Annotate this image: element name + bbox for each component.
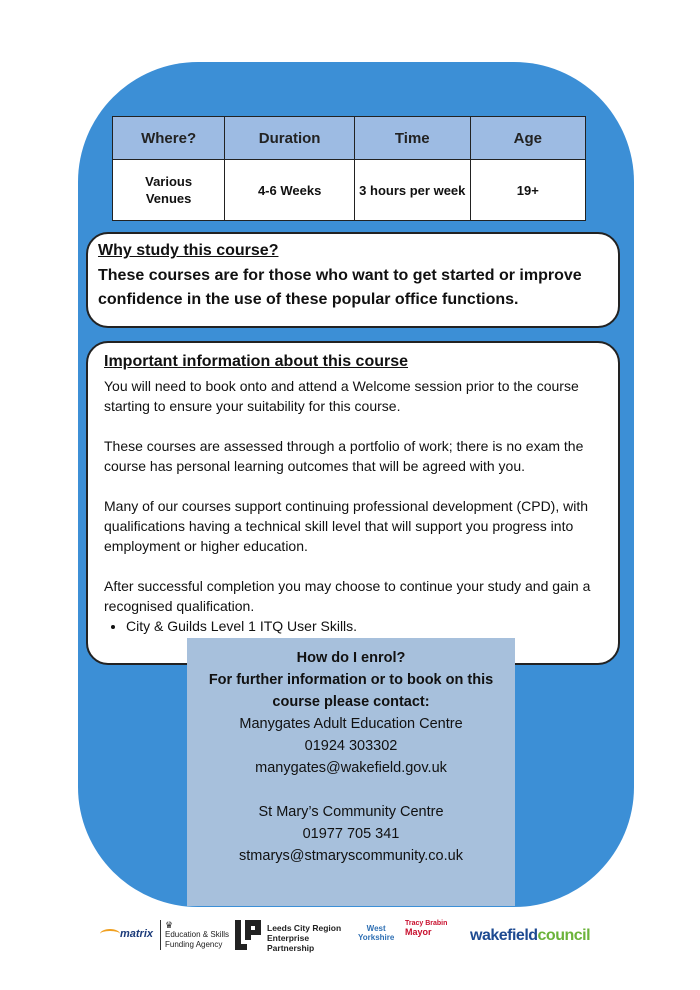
esfa-logo: [160, 920, 229, 950]
lep-line1: Leeds City Region: [267, 923, 342, 933]
matrix-logo-text: matrix: [120, 928, 154, 940]
venue2-name: St Mary’s Community Centre: [258, 804, 444, 820]
info-paragraph: After successful completion you may choose to continue your study and gain a recognised qualification.: [104, 578, 591, 614]
value-where: [113, 160, 225, 221]
matrix-logo: [100, 928, 153, 940]
info-paragraph: Many of our courses support continuing professional development (CPD), with qualifications having a technical skill level that will support you progress into employment or higher education.: [104, 498, 589, 554]
lep-line2: Enterprise: [267, 933, 310, 943]
venue1-email[interactable]: manygates@wakefield.gov.uk: [255, 760, 447, 776]
table-header-row: [113, 117, 586, 160]
important-info-title: Important information about this course: [104, 353, 409, 370]
header-age: Age: [470, 117, 585, 160]
venue1-phone: 01924 303302: [304, 738, 398, 754]
table-row: [113, 160, 586, 221]
header-duration: Duration: [225, 117, 355, 160]
wakefield-council-logo: [470, 927, 590, 945]
why-study-text: These courses are for those who want to get started or improve confidence in the use of these popular office functions.: [98, 267, 582, 308]
lep-line3: Partnership: [267, 943, 315, 953]
mayor-logo: [405, 920, 447, 936]
wakefield-text: wakefield: [470, 927, 538, 944]
enrol-heading: How do I enrol?: [296, 650, 406, 666]
header-time: Time: [355, 117, 471, 160]
crest-icon: ♛: [165, 920, 174, 930]
wy-line1: West: [366, 924, 386, 933]
important-info-content: [104, 376, 609, 636]
important-info-box: [86, 341, 620, 665]
value-time: 3 hours per week: [355, 160, 471, 221]
wy-line2: Yorkshire: [358, 933, 395, 942]
mayor-line1: Tracy Brabin: [405, 920, 448, 927]
info-paragraph: You will need to book onto and attend a Welcome session prior to the course starting to ensure your suitability for this course.: [104, 378, 579, 414]
where-value-text: Various Venues: [145, 174, 193, 206]
why-study-box: [86, 232, 620, 328]
why-study-title: Why study this course?: [98, 242, 279, 259]
west-yorkshire-logo: [358, 924, 394, 942]
lep-text: [267, 923, 367, 953]
info-paragraph: These courses are assessed through a portfolio of work; there is no exam the course has personal learning outcomes that will be agreed with you.: [104, 438, 584, 474]
contact-box: [187, 638, 515, 906]
list-item: • City & Guilds Level 1 ITQ User Skills.: [126, 616, 609, 636]
lep-mark-icon: [235, 920, 261, 950]
esfa-logo-line1: Education & Skills: [165, 930, 230, 939]
council-text: council: [537, 927, 591, 944]
mayor-line2: Mayor: [405, 927, 432, 937]
spacer: [187, 779, 515, 801]
contact-heading: For further information or to book on this course please contact:: [208, 672, 494, 710]
esfa-logo-line2: Funding Agency: [165, 940, 223, 949]
header-where: Where?: [113, 117, 225, 160]
qualification-list: [104, 616, 609, 636]
value-age: 19+: [470, 160, 585, 221]
course-info-table: [112, 116, 586, 221]
swoosh-icon: [100, 929, 120, 939]
partner-logos: [100, 918, 610, 958]
value-duration: 4-6 Weeks: [225, 160, 355, 221]
venue2-phone: 01977 705 341: [302, 826, 400, 842]
venue2-email[interactable]: stmarys@stmaryscommunity.co.uk: [239, 848, 463, 864]
venue1-name: Manygates Adult Education Centre: [239, 716, 463, 732]
